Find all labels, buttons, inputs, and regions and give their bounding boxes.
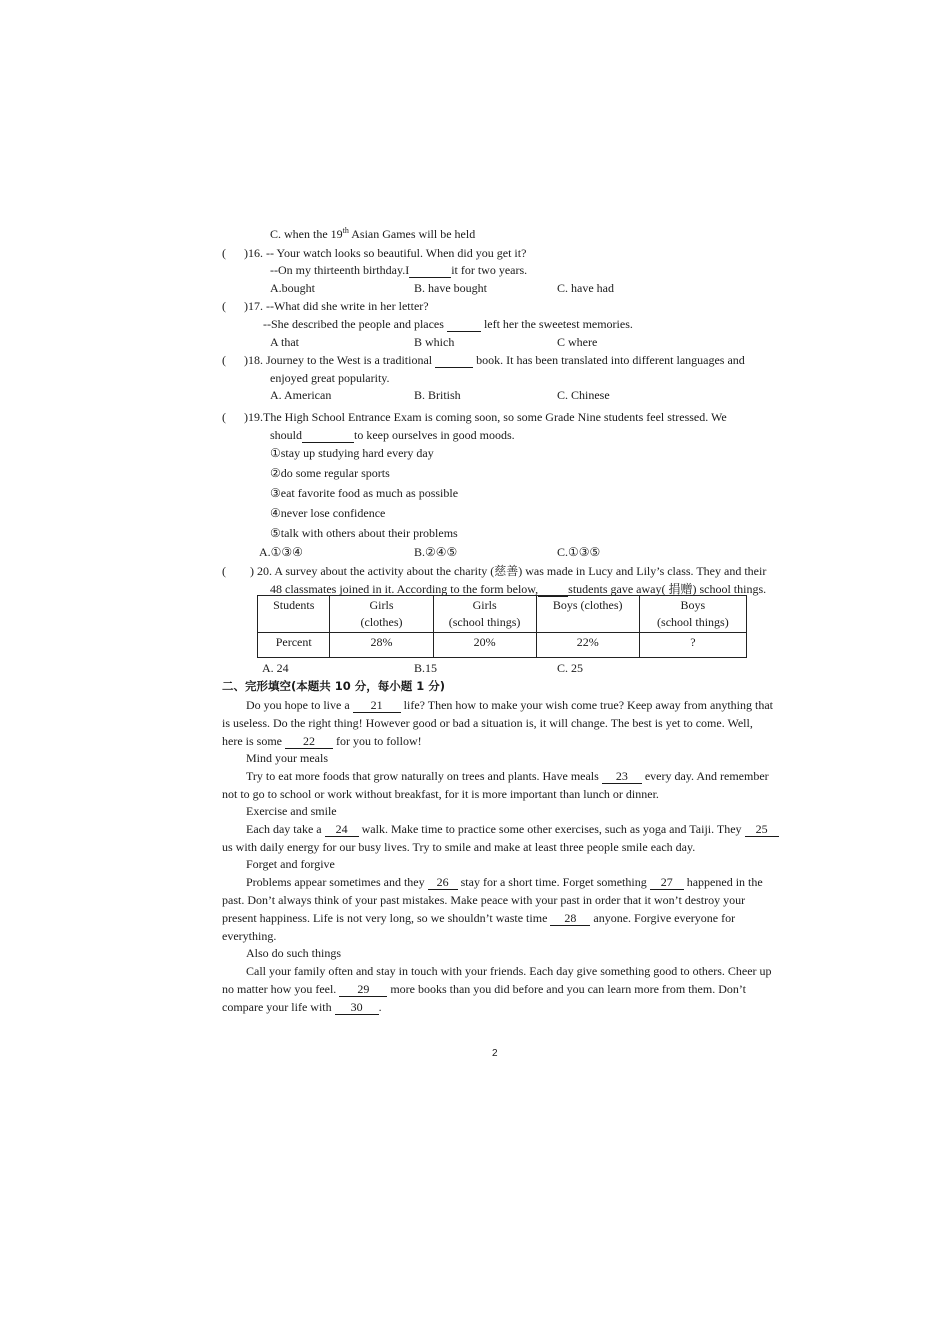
q16-option-b[interactable]: B. have bought [414, 281, 487, 295]
cloze-p5-l3: compare your life with 30 . [222, 1000, 382, 1014]
q18-answer-bracket[interactable]: ( [222, 353, 226, 367]
table-cell: ? [639, 633, 746, 658]
q20-line2: 48 classmates joined in it. According to the form below, students gave away( 捐赠) school things. [270, 582, 767, 596]
cloze-p2-l2: not to go to school or work without breakfast, for it is more important than lunch or dinner. [222, 787, 659, 801]
cloze-p1-l2: is useless. Do the right thing! However good or bad a situation is, it will change. The best is yet to come. Well, [222, 716, 753, 730]
q18-line2: enjoyed great popularity. [270, 371, 390, 385]
cloze-blank-26[interactable]: 26 [428, 876, 458, 890]
q16-blank[interactable] [409, 264, 451, 278]
q19-item-2: ②do some regular sports [270, 466, 390, 480]
q20-line1: ) 20. A survey about the activity about the charity (慈善) was made in Lucy and Lily’s class. They and their [250, 564, 767, 578]
table-cell: Girls (school things) [433, 596, 536, 633]
cloze-p3-l2: us with daily energy for our busy lives. Try to smile and make at least three people smile each day. [222, 840, 696, 854]
cloze-blank-21[interactable]: 21 [353, 699, 401, 713]
survey-table [257, 595, 747, 658]
cloze-p4-l3: present happiness. Life is not very long, so we shouldn’t waste time 28 anyone. Forgive everyone for [222, 911, 736, 925]
cloze-blank-24[interactable]: 24 [325, 823, 359, 837]
table-cell: 20% [433, 633, 536, 658]
table-cell: Boys (clothes) [536, 596, 639, 633]
cloze-blank-27[interactable]: 27 [650, 876, 684, 890]
q17-blank[interactable] [447, 318, 481, 332]
cloze-p4-l1: Problems appear sometimes and they 26 stay for a short time. Forget something 27 happened in the [246, 875, 763, 889]
q16-answer-bracket[interactable]: ( [222, 246, 226, 260]
q20-option-c[interactable]: C. 25 [557, 661, 584, 675]
table-cell: 28% [330, 633, 433, 658]
table-row [258, 633, 747, 658]
q19-item-3: ③eat favorite food as much as possible [270, 486, 459, 500]
table-cell: Percent [258, 633, 330, 658]
q18-line1: )18. Journey to the West is a traditional book. It has been translated into different languages and [244, 353, 745, 367]
cloze-p1-l1: Do you hope to live a 21 life? Then how to make your wish come true? Keep away from anything that [246, 698, 773, 712]
cloze-p5-l1: Call your family often and stay in touch with your friends. Each day give something good to others. Cheer up [246, 964, 772, 978]
q19-option-b[interactable]: B.②④⑤ [414, 545, 458, 559]
q15-option-c: C. when the 19th Asian Games will be held [270, 226, 476, 241]
table-cell: 22% [536, 633, 639, 658]
cloze-blank-30[interactable]: 30 [335, 1001, 379, 1015]
q17-line2: --She described the people and places left her the sweetest memories. [263, 317, 633, 331]
table-cell: Students [258, 596, 330, 633]
cloze-blank-29[interactable]: 29 [339, 983, 387, 997]
q19-item-4: ④never lose confidence [270, 506, 386, 520]
q19-answer-bracket[interactable]: ( [222, 410, 226, 424]
q18-option-a[interactable]: A. American [270, 388, 332, 402]
q16-line2: --On my thirteenth birthday.I it for two years. [270, 263, 528, 277]
q19-line1: )19.The High School Entrance Exam is coming soon, so some Grade Nine students feel stressed. We [244, 410, 727, 424]
cloze-blank-23[interactable]: 23 [602, 770, 642, 784]
section-heading-cloze: 二、完形填空(本题共 10 分，每小题 1 分) [222, 679, 446, 693]
cloze-subheading-meals: Mind your meals [246, 751, 328, 765]
cloze-subheading-forget: Forget and forgive [246, 857, 335, 871]
cloze-p4-l2: past. Don’t always think of your past mistakes. Make peace with your past in order that it won’t destroy your [222, 893, 746, 907]
cloze-subheading-also: Also do such things [246, 946, 342, 960]
page-number: 2 [492, 1048, 498, 1059]
q16-option-c[interactable]: C. have had [557, 281, 614, 295]
q19-option-c[interactable]: C.①③⑤ [557, 545, 601, 559]
cloze-p1-l3: here is some 22 for you to follow! [222, 734, 422, 748]
q20-option-a[interactable]: A. 24 [262, 661, 289, 675]
cloze-p3-l1: Each day take a 24 walk. Make time to practice some other exercises, such as yoga and Taiji. They 25 [246, 821, 779, 837]
q20-answer-bracket[interactable]: ( [222, 564, 226, 578]
q17-option-a[interactable]: A that [270, 335, 299, 349]
q16-stem: )16. -- Your watch looks so beautiful. When did you get it? [244, 246, 527, 260]
cloze-p2-l1: Try to eat more foods that grow naturally on trees and plants. Have meals 23 every day. And remember [246, 769, 769, 783]
cloze-p4-l4: everything. [222, 929, 277, 943]
q17-option-c[interactable]: C where [557, 335, 598, 349]
cloze-subheading-exercise: Exercise and smile [246, 804, 337, 818]
q18-option-c[interactable]: C. Chinese [557, 388, 610, 402]
q19-line2: should to keep ourselves in good moods. [270, 428, 515, 442]
q19-item-1: ①stay up studying hard every day [270, 446, 434, 460]
cloze-blank-25[interactable]: 25 [745, 823, 779, 837]
q18-blank[interactable] [435, 354, 473, 368]
q20-option-b[interactable]: B.15 [414, 661, 438, 675]
cloze-blank-28[interactable]: 28 [550, 912, 590, 926]
cloze-blank-22[interactable]: 22 [285, 735, 333, 749]
table-header-row [258, 596, 747, 633]
q19-option-a[interactable]: A.①③④ [259, 545, 303, 559]
q18-option-b[interactable]: B. British [414, 388, 461, 402]
q17-stem: )17. --What did she write in her letter? [244, 299, 429, 313]
q16-option-a[interactable]: A.bought [270, 281, 315, 295]
table-cell: Girls (clothes) [330, 596, 433, 633]
q19-item-5: ⑤talk with others about their problems [270, 526, 458, 540]
q17-answer-bracket[interactable]: ( [222, 299, 226, 313]
q19-blank[interactable] [302, 429, 354, 443]
q17-option-b[interactable]: B which [414, 335, 455, 349]
table-cell: Boys (school things) [639, 596, 746, 633]
cloze-p5-l2: no matter how you feel. 29 more books than you did before and you can learn more from them. Don’t [222, 982, 746, 996]
